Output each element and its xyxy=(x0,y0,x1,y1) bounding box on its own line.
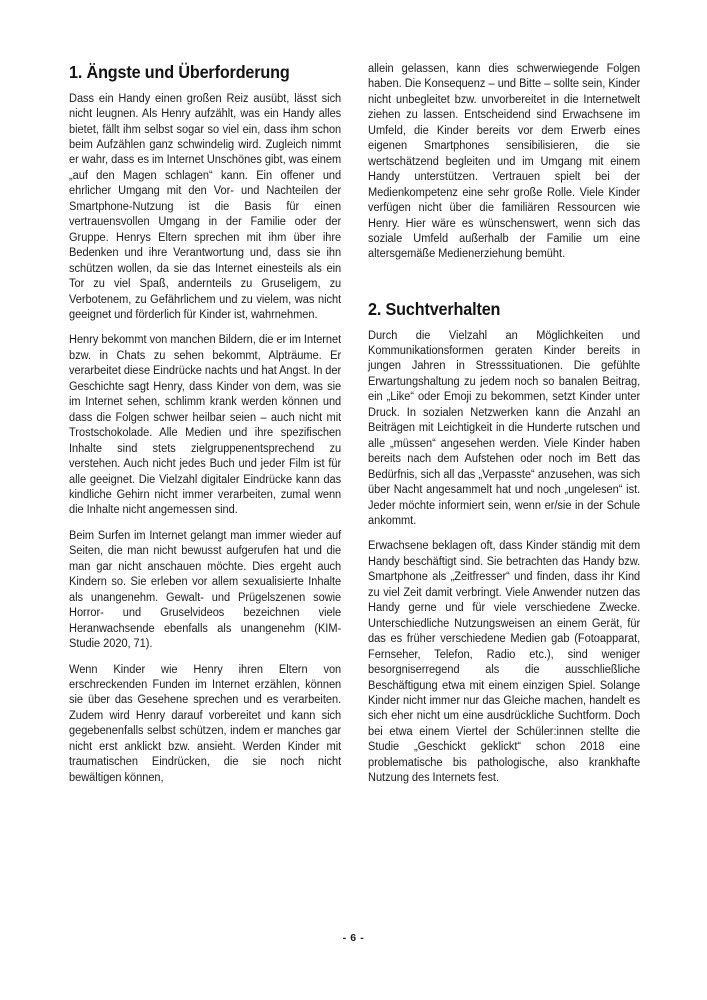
section-heading-1: 1. Ängste und Überforderung xyxy=(69,62,290,82)
two-column-layout xyxy=(69,62,639,787)
paragraph: Henry bekommt von manchen Bildern, die er im Internet bzw. in Chats zu sehen bekommt, Alpträume. Er verarbeitet diese Eindrücke nachts und hat Angst. In der Geschichte sagt Henry, dass Kinder von dem, was sie im Internet sehen, schlimm krank werden können und dass die Folgen schwer heilbar seien – auch nicht mit Trostschokolade. Alle Medien und ihre spezifischen Inhalte sind stets zielgruppenentsprechend zu verstehen. Auch nicht jedes Buch und jeder Film ist für alle geeignet. Die Vielzahl digitaler Eindrücke kann das kindliche Gehirn nicht immer verarbeiten, zumal wenn die Inhalte nicht angemessen sind. xyxy=(69,334,342,517)
page-number: - 6 - xyxy=(342,932,365,944)
paragraph: Dass ein Handy einen großen Reiz ausübt, lässt sich nicht leugnen. Als Henry aufzählt, was ein Handy alles bietet, fällt ihm selbst sogar so viel ein, dass ihm schon beim Aufzählen ganz schwindelig wird. Zugleich nimmt er wahr, dass es im Internet Unschönes gibt, was einem „auf den Magen schlagen“ kann. Ein offener und ehrlicher Umgang mit den Vor- und Nachteilen der Smartphone-Nutzung ist die Basis für einen vertrauensvollen Umgang in der Familie oder der Gruppe. Henrys Eltern sprechen mit ihm über ihre Bedenken und ihre Verantwortung und, dass sie ihn schützen wollen, da sie das Internet einesteils als ein Tor zu viel Spaß, andernteils zu Gruseligem, zu Verbotenem, zu Gefährlichem und zu vielem, was nicht geeignet und förderlich für Kinder ist, wahrnehmen. xyxy=(69,92,342,321)
paragraph: Durch die Vielzahl an Möglichkeiten und Kommunikationsformen geraten Kinder bereits in jungen Jahren in Stresssituationen. Die gefühlte Erwartungshaltung zu jedem noch so banalen Beitrag, ein „Like“ oder Emoji zu bekommen, setzt Kinder unter Druck. In sozialen Netzwerken kann die Anzahl an Beiträgen mit Leichtigkeit in die Hunderte rutschen und alle „müssen“ angesehen werden. Viele Kinder haben bereits nach dem Aufstehen oder noch im Bett das Bedürfnis, sich all das „Verpasste“ anzusehen, was sich über Nacht angesammelt hat und noch „ungelesen“ ist. Jeder möchte informiert sein, wenn er/sie in der Schule ankommt. xyxy=(368,329,641,527)
section-heading-2: 2. Suchtverhalten xyxy=(368,298,501,319)
right-column xyxy=(368,62,640,787)
paragraph: Beim Surfen im Internet gelangt man immer wieder auf Seiten, die man nicht bewusst aufgerufen hat und die man gar nicht anschauen möchte. Dies ergeht auch Kindern so. Sie erleben vor allem sexualisierte Inhalte als unangenehm. Gewalt- und Prügelszenen sowie Horror- und Gruselvideos bezeichnen viele Heranwachsende ebenfalls als unangenehm (KIM-Studie 2020, 71). xyxy=(69,529,342,651)
page-content xyxy=(69,62,639,892)
paragraph-continuation: allein gelassen, kann dies schwerwiegende Folgen haben. Die Konsequenz – und Bitte – sollte sein, Kinder nicht unbegleitet bzw. unvorbereitet in die Internetwelt ziehen zu lassen. Entscheidend sind Erwachsene im Umfeld, die Kinder bereits vor dem Erwerb eines eigenen Smartphones sensibilisieren, die sie wertschätzend begleiten und im Umgang mit einem Handy unterstützen. Vertrauen spielt bei der Medienkompetenz eine sehr große Rolle. Viele Kinder verfügen nicht über die familiären Ressourcen wie Henry. Hier wäre es wünschenswert, wenn sich das soziale Umfeld außerhalb der Familie um eine altersgemäße Medienerziehung bemüht. xyxy=(368,63,641,261)
paragraph: Erwachsene beklagen oft, dass Kinder ständig mit dem Handy beschäftigt sind. Sie betrachten das Handy bzw. Smartphone als „Zeitfresser“ und finden, dass ihr Kind zu viel Zeit damit verbringt. Viele Anwender nutzen das Handy gerne und für viele verschiedene Zwecke. Unterschiedliche Nutzungsweisen an einem Gerät, für das es früher verschiedene Medien gab (Fotoapparat, Fernseher, Telefon, Radio etc.), sind weniger besorgniserregend als die ausschließliche Beschäftigung etwa mit einem einzigen Spiel. Solange Kinder nicht immer nur das Gleiche machen, handelt es sich eher nicht um eine ausdrückliche Suchtform. Doch bei etwa einem Viertel der Schüler:innen stellte die Studie „Geschickt geklickt“ schon 2018 eine problematische bis pathologische, also krankhafte Nutzung des Internets fest. xyxy=(368,540,641,785)
left-column xyxy=(69,62,341,786)
paragraph: Wenn Kinder wie Henry ihren Eltern von erschreckenden Funden im Internet erzählen, können sie über das Gesehene sprechen und es verarbeiten. Zudem wird Henry darauf vorbereitet und kann sich gegebenenfalls selbst schützen, indem er manches gar nicht erst anklickt bzw. ansieht. Werden Kinder mit traumatischen Eindrücken, die sie noch nicht bewältigen können, xyxy=(69,663,342,784)
